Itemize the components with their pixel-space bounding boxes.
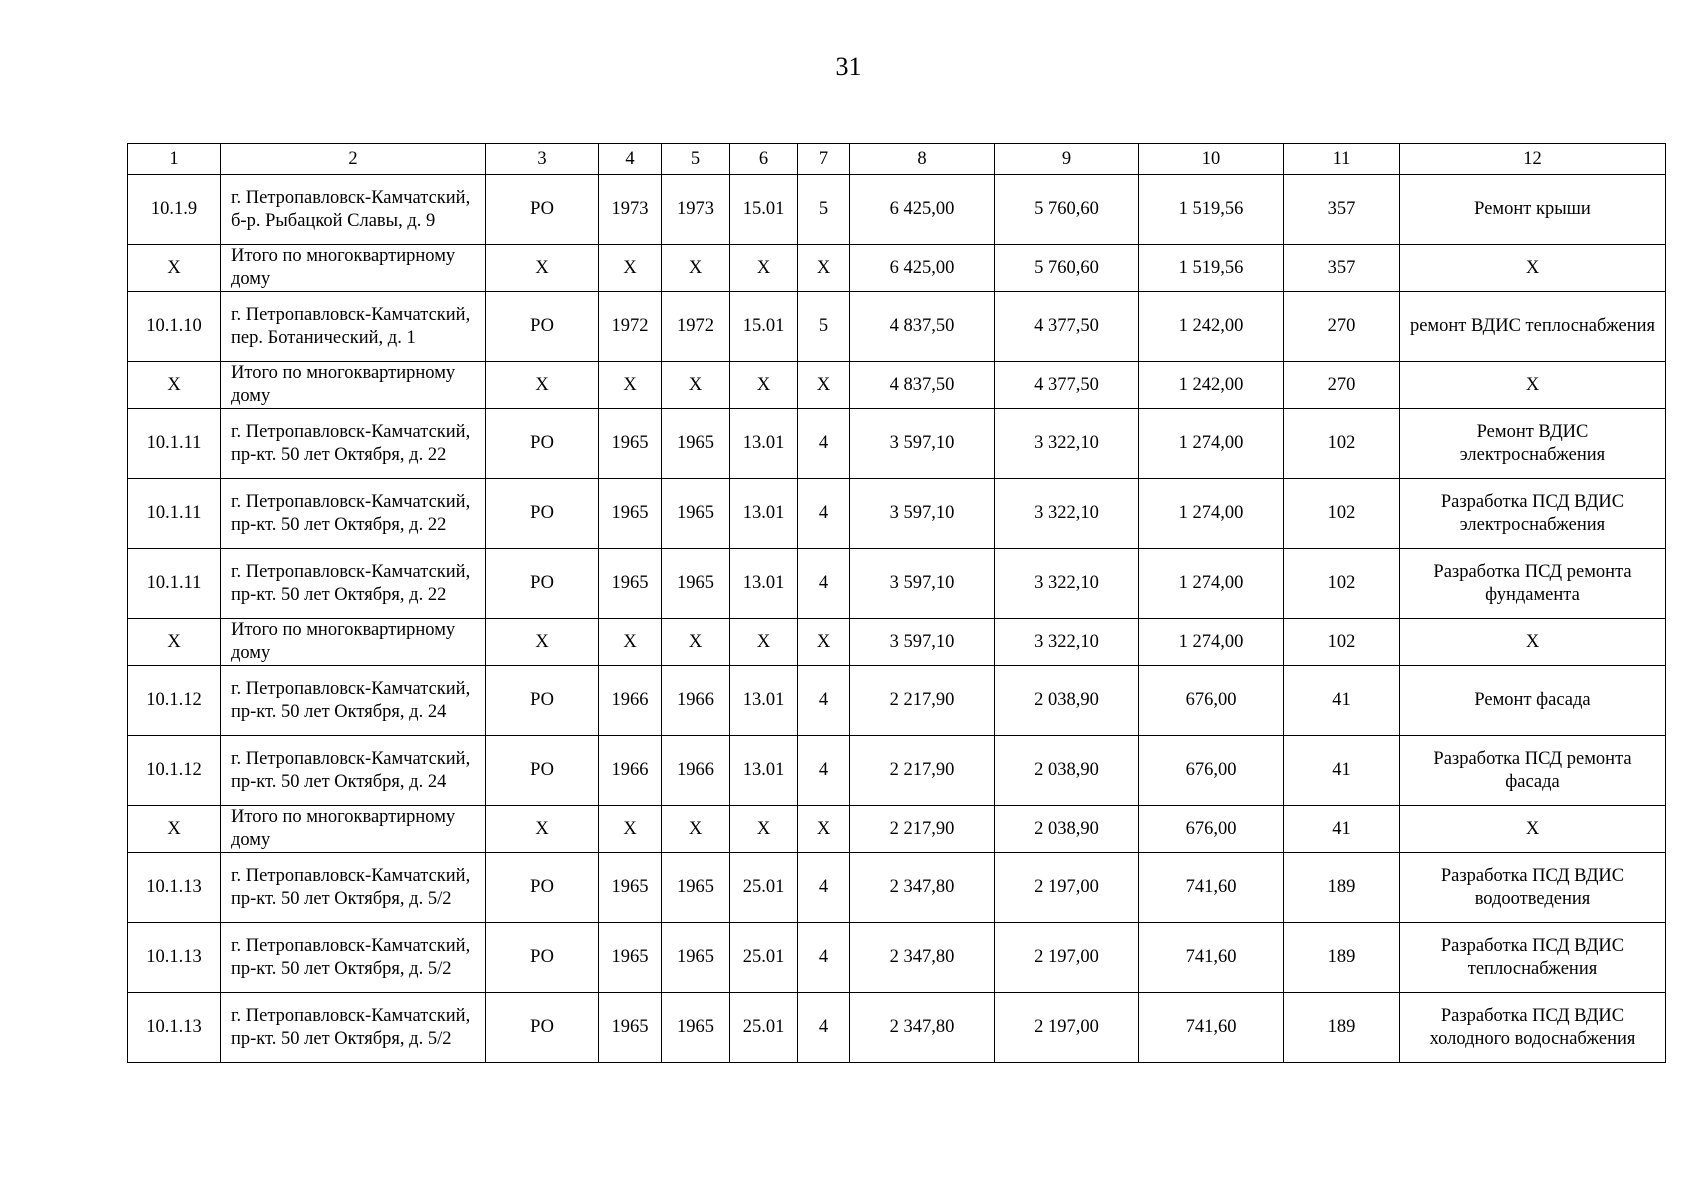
header-cell-4: 4	[599, 144, 662, 175]
work-type-cell: Разработка ПСД ВДИС теплоснабжения	[1400, 923, 1666, 993]
work-type-cell: Ремонт ВДИС электроснабжения	[1400, 409, 1666, 479]
header-cell-1: 1	[128, 144, 221, 175]
table-row	[128, 666, 1666, 736]
commission-year-cell: 1965	[662, 409, 730, 479]
floors-cell: X	[798, 362, 850, 409]
table-row	[128, 923, 1666, 993]
floors-cell: 4	[798, 479, 850, 549]
build-year-cell: 1965	[599, 479, 662, 549]
row-number-cell: 10.1.13	[128, 993, 221, 1063]
commission-year-cell: X	[662, 362, 730, 409]
owner-type-cell: РО	[486, 923, 599, 993]
row-number-cell: 10.1.12	[128, 736, 221, 806]
residential-area-cell: 5 760,60	[995, 175, 1139, 245]
residents-cell: 189	[1284, 923, 1400, 993]
work-type-cell: Разработка ПСД ремонта фасада	[1400, 736, 1666, 806]
header-cell-9: 9	[995, 144, 1139, 175]
owner-type-cell: РО	[486, 292, 599, 362]
floors-cell: 5	[798, 292, 850, 362]
residential-area-cell: 4 377,50	[995, 292, 1139, 362]
residents-cell: 102	[1284, 409, 1400, 479]
row-number-cell: X	[128, 806, 221, 853]
build-year-cell: 1965	[599, 853, 662, 923]
row-number-cell: X	[128, 362, 221, 409]
table-header-row	[128, 144, 1666, 175]
floors-cell: 4	[798, 923, 850, 993]
total-area-cell: 3 597,10	[850, 479, 995, 549]
address-cell: г. Петропавловск-Камчатский, пр-кт. 50 лет Октября, д. 5/2	[221, 923, 486, 993]
total-row	[128, 362, 1666, 409]
floors-cell: 4	[798, 666, 850, 736]
non-residential-area-cell: 1 519,56	[1139, 175, 1284, 245]
row-number-cell: 10.1.12	[128, 666, 221, 736]
address-cell: Итого по многоквартирному дому	[221, 806, 486, 853]
table-row	[128, 175, 1666, 245]
code-cell: X	[730, 619, 798, 666]
non-residential-area-cell: 1 519,56	[1139, 245, 1284, 292]
commission-year-cell: 1966	[662, 666, 730, 736]
owner-type-cell: РО	[486, 736, 599, 806]
work-type-cell: X	[1400, 362, 1666, 409]
owner-type-cell: РО	[486, 993, 599, 1063]
row-number-cell: 10.1.13	[128, 853, 221, 923]
commission-year-cell: X	[662, 806, 730, 853]
floors-cell: 4	[798, 853, 850, 923]
non-residential-area-cell: 1 242,00	[1139, 362, 1284, 409]
owner-type-cell: РО	[486, 175, 599, 245]
owner-type-cell: РО	[486, 549, 599, 619]
table-row	[128, 292, 1666, 362]
non-residential-area-cell: 676,00	[1139, 806, 1284, 853]
non-residential-area-cell: 741,60	[1139, 923, 1284, 993]
table-row	[128, 993, 1666, 1063]
build-year-cell: 1965	[599, 409, 662, 479]
row-number-cell: 10.1.11	[128, 409, 221, 479]
build-year-cell: 1965	[599, 993, 662, 1063]
non-residential-area-cell: 1 274,00	[1139, 619, 1284, 666]
row-number-cell: 10.1.9	[128, 175, 221, 245]
registry-table	[127, 143, 1666, 1063]
non-residential-area-cell: 676,00	[1139, 736, 1284, 806]
residential-area-cell: 2 038,90	[995, 806, 1139, 853]
non-residential-area-cell: 1 274,00	[1139, 409, 1284, 479]
owner-type-cell: РО	[486, 479, 599, 549]
total-area-cell: 3 597,10	[850, 409, 995, 479]
work-type-cell: X	[1400, 806, 1666, 853]
residential-area-cell: 3 322,10	[995, 409, 1139, 479]
residential-area-cell: 2 038,90	[995, 666, 1139, 736]
address-cell: г. Петропавловск-Камчатский, пр-кт. 50 лет Октября, д. 24	[221, 666, 486, 736]
code-cell: 25.01	[730, 993, 798, 1063]
row-number-cell: 10.1.10	[128, 292, 221, 362]
code-cell: 25.01	[730, 853, 798, 923]
non-residential-area-cell: 1 242,00	[1139, 292, 1284, 362]
floors-cell: X	[798, 619, 850, 666]
header-cell-6: 6	[730, 144, 798, 175]
code-cell: X	[730, 245, 798, 292]
header-cell-8: 8	[850, 144, 995, 175]
total-area-cell: 2 217,90	[850, 806, 995, 853]
work-type-cell: X	[1400, 245, 1666, 292]
total-row	[128, 806, 1666, 853]
row-number-cell: 10.1.13	[128, 923, 221, 993]
total-area-cell: 2 347,80	[850, 923, 995, 993]
commission-year-cell: 1972	[662, 292, 730, 362]
work-type-cell: Разработка ПСД ремонта фундамента	[1400, 549, 1666, 619]
address-cell: г. Петропавловск-Камчатский, пр-кт. 50 лет Октября, д. 22	[221, 479, 486, 549]
address-cell: г. Петропавловск-Камчатский, пр-кт. 50 лет Октября, д. 5/2	[221, 993, 486, 1063]
residents-cell: 41	[1284, 666, 1400, 736]
table-row	[128, 736, 1666, 806]
total-area-cell: 6 425,00	[850, 175, 995, 245]
work-type-cell: Разработка ПСД ВДИС электроснабжения	[1400, 479, 1666, 549]
non-residential-area-cell: 1 274,00	[1139, 549, 1284, 619]
floors-cell: 4	[798, 549, 850, 619]
row-number-cell: X	[128, 619, 221, 666]
table-row	[128, 853, 1666, 923]
commission-year-cell: 1965	[662, 549, 730, 619]
residents-cell: 102	[1284, 549, 1400, 619]
floors-cell: 4	[798, 993, 850, 1063]
residents-cell: 41	[1284, 806, 1400, 853]
total-area-cell: 4 837,50	[850, 292, 995, 362]
residents-cell: 357	[1284, 245, 1400, 292]
owner-type-cell: X	[486, 245, 599, 292]
address-cell: г. Петропавловск-Камчатский, пр-кт. 50 лет Октября, д. 22	[221, 549, 486, 619]
total-area-cell: 3 597,10	[850, 619, 995, 666]
code-cell: 13.01	[730, 736, 798, 806]
commission-year-cell: 1966	[662, 736, 730, 806]
total-area-cell: 2 217,90	[850, 666, 995, 736]
header-cell-2: 2	[221, 144, 486, 175]
non-residential-area-cell: 741,60	[1139, 853, 1284, 923]
address-cell: г. Петропавловск-Камчатский, пр-кт. 50 лет Октября, д. 22	[221, 409, 486, 479]
total-area-cell: 2 347,80	[850, 853, 995, 923]
build-year-cell: 1973	[599, 175, 662, 245]
table-row	[128, 479, 1666, 549]
code-cell: 13.01	[730, 666, 798, 736]
commission-year-cell: X	[662, 619, 730, 666]
residential-area-cell: 5 760,60	[995, 245, 1139, 292]
header-cell-7: 7	[798, 144, 850, 175]
non-residential-area-cell: 1 274,00	[1139, 479, 1284, 549]
non-residential-area-cell: 676,00	[1139, 666, 1284, 736]
total-area-cell: 2 347,80	[850, 993, 995, 1063]
floors-cell: X	[798, 245, 850, 292]
owner-type-cell: РО	[486, 853, 599, 923]
address-cell: Итого по многоквартирному дому	[221, 245, 486, 292]
address-cell: г. Петропавловск-Камчатский, пр-кт. 50 лет Октября, д. 24	[221, 736, 486, 806]
commission-year-cell: 1965	[662, 993, 730, 1063]
residents-cell: 270	[1284, 362, 1400, 409]
work-type-cell: Ремонт фасада	[1400, 666, 1666, 736]
build-year-cell: 1972	[599, 292, 662, 362]
code-cell: 15.01	[730, 292, 798, 362]
build-year-cell: X	[599, 806, 662, 853]
residents-cell: 102	[1284, 619, 1400, 666]
page-number: 31	[835, 52, 862, 81]
code-cell: 13.01	[730, 479, 798, 549]
commission-year-cell: 1965	[662, 923, 730, 993]
residents-cell: 102	[1284, 479, 1400, 549]
address-cell: г. Петропавловск-Камчатский, пер. Ботанический, д. 1	[221, 292, 486, 362]
residential-area-cell: 2 197,00	[995, 853, 1139, 923]
header-cell-11: 11	[1284, 144, 1400, 175]
residents-cell: 357	[1284, 175, 1400, 245]
owner-type-cell: X	[486, 806, 599, 853]
work-type-cell: X	[1400, 619, 1666, 666]
commission-year-cell: 1965	[662, 853, 730, 923]
code-cell: X	[730, 806, 798, 853]
build-year-cell: 1965	[599, 549, 662, 619]
address-cell: г. Петропавловск-Камчатский, пр-кт. 50 лет Октября, д. 5/2	[221, 853, 486, 923]
build-year-cell: X	[599, 245, 662, 292]
work-type-cell: ремонт ВДИС теплоснабжения	[1400, 292, 1666, 362]
header-cell-12: 12	[1400, 144, 1666, 175]
code-cell: 13.01	[730, 409, 798, 479]
residents-cell: 189	[1284, 993, 1400, 1063]
floors-cell: 4	[798, 409, 850, 479]
work-type-cell: Ремонт крыши	[1400, 175, 1666, 245]
build-year-cell: 1965	[599, 923, 662, 993]
total-row	[128, 245, 1666, 292]
address-cell: Итого по многоквартирному дому	[221, 619, 486, 666]
table-body	[128, 144, 1666, 1063]
table-row	[128, 549, 1666, 619]
header-cell-3: 3	[486, 144, 599, 175]
total-area-cell: 4 837,50	[850, 362, 995, 409]
total-area-cell: 6 425,00	[850, 245, 995, 292]
row-number-cell: 10.1.11	[128, 549, 221, 619]
total-row	[128, 619, 1666, 666]
owner-type-cell: РО	[486, 666, 599, 736]
address-cell: г. Петропавловск-Камчатский, б-р. Рыбацкой Славы, д. 9	[221, 175, 486, 245]
commission-year-cell: X	[662, 245, 730, 292]
residents-cell: 189	[1284, 853, 1400, 923]
table-row	[128, 409, 1666, 479]
owner-type-cell: X	[486, 362, 599, 409]
code-cell: X	[730, 362, 798, 409]
header-cell-10: 10	[1139, 144, 1284, 175]
residential-area-cell: 3 322,10	[995, 479, 1139, 549]
residential-area-cell: 3 322,10	[995, 619, 1139, 666]
code-cell: 25.01	[730, 923, 798, 993]
build-year-cell: 1966	[599, 736, 662, 806]
residential-area-cell: 4 377,50	[995, 362, 1139, 409]
residents-cell: 41	[1284, 736, 1400, 806]
build-year-cell: X	[599, 619, 662, 666]
owner-type-cell: РО	[486, 409, 599, 479]
build-year-cell: 1966	[599, 666, 662, 736]
code-cell: 15.01	[730, 175, 798, 245]
residential-area-cell: 2 197,00	[995, 923, 1139, 993]
total-area-cell: 2 217,90	[850, 736, 995, 806]
build-year-cell: X	[599, 362, 662, 409]
address-cell: Итого по многоквартирному дому	[221, 362, 486, 409]
residential-area-cell: 2 038,90	[995, 736, 1139, 806]
floors-cell: 4	[798, 736, 850, 806]
row-number-cell: 10.1.11	[128, 479, 221, 549]
residents-cell: 270	[1284, 292, 1400, 362]
header-cell-5: 5	[662, 144, 730, 175]
non-residential-area-cell: 741,60	[1139, 993, 1284, 1063]
residential-area-cell: 2 197,00	[995, 993, 1139, 1063]
residential-area-cell: 3 322,10	[995, 549, 1139, 619]
floors-cell: 5	[798, 175, 850, 245]
floors-cell: X	[798, 806, 850, 853]
work-type-cell: Разработка ПСД ВДИС холодного водоснабжения	[1400, 993, 1666, 1063]
commission-year-cell: 1973	[662, 175, 730, 245]
commission-year-cell: 1965	[662, 479, 730, 549]
owner-type-cell: X	[486, 619, 599, 666]
work-type-cell: Разработка ПСД ВДИС водоотведения	[1400, 853, 1666, 923]
row-number-cell: X	[128, 245, 221, 292]
total-area-cell: 3 597,10	[850, 549, 995, 619]
code-cell: 13.01	[730, 549, 798, 619]
